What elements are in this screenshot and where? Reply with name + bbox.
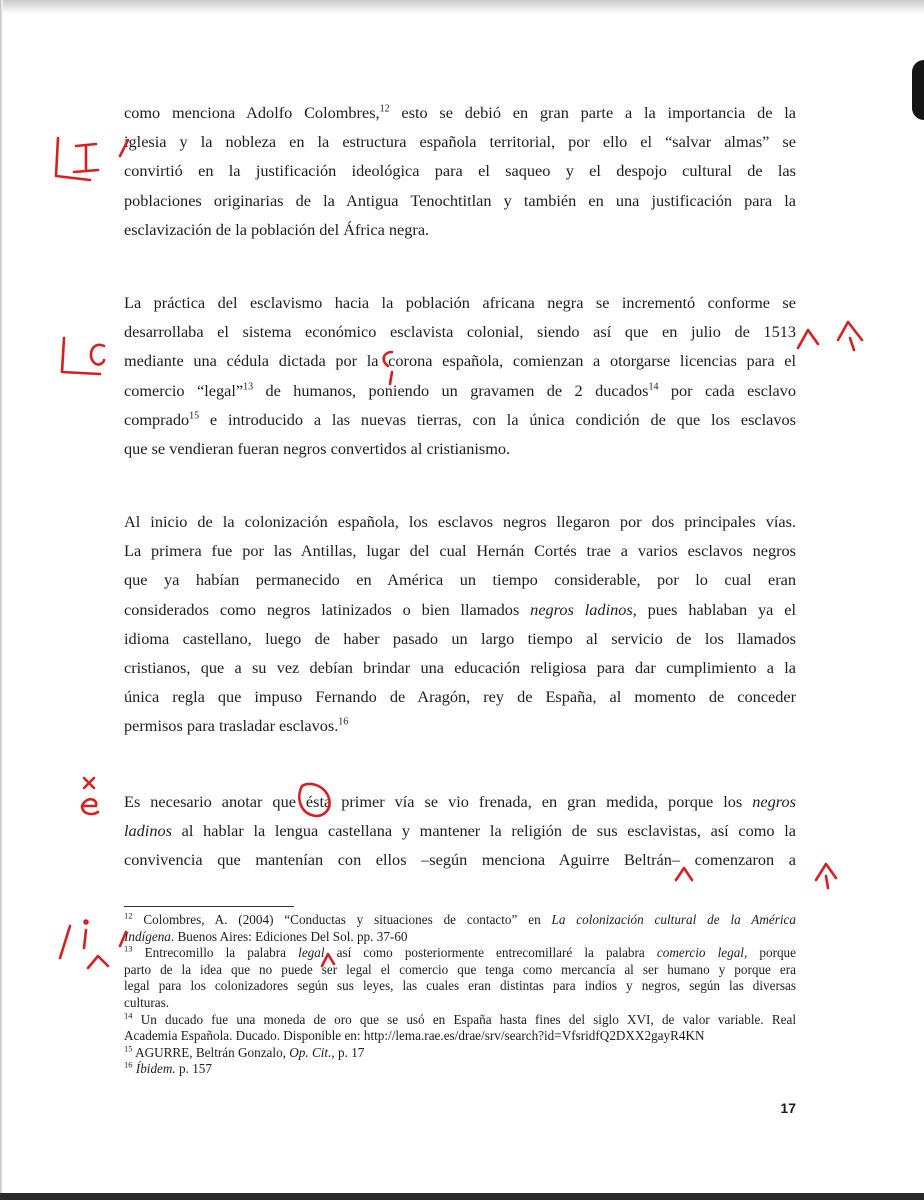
footnote-line: $^{14}$ Un ducado fue una moneda de oro que se usó en España hasta fines del siglo XVI, de valor variable. Real <box>124 1010 796 1027</box>
text-line: poblaciones originarias de la Antigua Tenochtitlan y también en una justificación para la <box>124 190 796 210</box>
text-line: iglesia y la nobleza en la estructura española territorial, por ello el “salvar almas” se <box>124 132 796 152</box>
paragraph <box>124 787 796 875</box>
text-line: mediante una cédula dictada por la corona española, comienzan a otorgarse licencias para el <box>124 351 796 371</box>
footnote-separator <box>124 906 294 907</box>
text-line: La primera fue por las Antillas, lugar del cual Hernán Cortés trae a varios esclavos negros <box>124 541 796 561</box>
footnote-line: $^{12}$ Colombres, A. (2004) “Conductas y situaciones de contacto” en La colonización cultural de la América <box>124 910 796 927</box>
text-line: que ya habían permanecido en América un tiempo considerable, por lo cual eran <box>124 570 796 590</box>
paragraph <box>124 288 796 463</box>
text-line: Es necesario anotar que ésta primer vía se vio frenada, en gran medida, porque los negros <box>124 792 796 811</box>
page-number: 17 <box>780 1100 796 1116</box>
footnote-line: legal para los colonizadores según sus leyes, las cuales eran distintas para indios y negros, según las diversas <box>124 978 796 994</box>
text-line: idioma castellano, luego de haber pasado un largo tiempo al servicio de los llamados <box>124 628 796 648</box>
text-line: esclavización de la población del África negra. <box>124 219 430 239</box>
footnote-line: parto de la idea que no puede ser legal el comercio que tenga como mercancía al ser humano y porque era <box>124 961 796 977</box>
footnote-line: $^{15}$ AGURRE, Beltrán Gonzalo, Op. Cit., p. 17 <box>124 1043 365 1060</box>
text-line: cristianos, que a su vez debían brindar una educación religiosa para dar cumplimiento a la <box>124 657 796 677</box>
text-line: ladinos al hablar la lengua castellana y mantener la religión de sus esclavistas, así como la <box>124 821 796 841</box>
text-line: desarrollaba el sistema económico esclavista colonial, siendo así que en julio de 1513 <box>124 322 796 342</box>
footnote-list <box>124 912 796 1078</box>
paragraph <box>124 98 796 244</box>
scan-edge-bottom <box>0 1193 924 1200</box>
footnote-line: Indígena. Buenos Aires: Ediciones Del Sol. pp. 37-60 <box>124 928 408 944</box>
scan-edge-right <box>912 60 924 120</box>
scan-edge-left <box>0 0 3 1200</box>
text-line: convivencia que mantenían con ellos –según menciona Aguirre Beltrán– comenzaron a <box>124 850 796 870</box>
margin-mark-x <box>84 778 94 788</box>
caret-mark <box>798 330 818 348</box>
text-line: La práctica del esclavismo hacia la población africana negra se incrementó conforme se <box>124 293 796 312</box>
footnote-line[interactable]: Academia Española. Ducado. Disponible en: http://lema.rae.es/drae/srv/search?id=VfsridfQ2DXX2gayR4KN <box>124 1028 705 1044</box>
footnote <box>124 1012 796 1045</box>
text-line: que se vendieran fueran negros convertidos al cristianismo. <box>124 438 511 458</box>
footnote-line: $^{16}$ Íbidem. p. 157 <box>124 1059 212 1077</box>
text-line: como menciona Adolfo Colombres,$^{12}$ esto se debió en gran parte a la importancia de la <box>124 103 797 122</box>
footnote <box>124 912 796 945</box>
margin-mark-e <box>82 799 98 814</box>
text-line: comercio “legal”$^{13}$ de humanos, poniendo un gravamen de 2 ducados$^{14}$ por cada esclavo <box>124 380 797 400</box>
text-line: Al inicio de la colonización española, los esclavos negros llegaron por dos principales vías. <box>124 512 796 531</box>
text-line: comprado$^{15}$ e introducido a las nuevas tierras, con la única condición de que los esclavos <box>124 409 796 429</box>
footnote <box>124 1061 796 1078</box>
text-line: permisos para trasladar esclavos.$^{16}$ <box>124 716 349 736</box>
text-line: única regla que impuso Fernando de Aragón, rey de España, al momento de conceder <box>124 687 796 707</box>
footnote <box>124 1045 796 1062</box>
text-line: convirtió en la justificación ideológica para el saqueo y el despojo cultural de las <box>124 161 796 181</box>
margin-mark-l-c <box>62 338 100 374</box>
footnote-line: culturas. <box>124 994 170 1010</box>
footnote-line: $^{13}$ Entrecomillo la palabra legal así como posteriormente entrecomillaré la palabra comercio legal, porque <box>124 943 797 961</box>
paragraph <box>124 507 796 741</box>
margin-mark-slash-i <box>60 926 70 958</box>
scan-edge-top <box>0 0 924 14</box>
margin-mark-l-i <box>56 138 90 180</box>
footnote <box>124 945 796 1011</box>
caret-mark <box>816 864 836 888</box>
text-line: considerados como negros latinizados o bien llamados negros ladinos, pues hablaban ya el <box>124 599 796 619</box>
